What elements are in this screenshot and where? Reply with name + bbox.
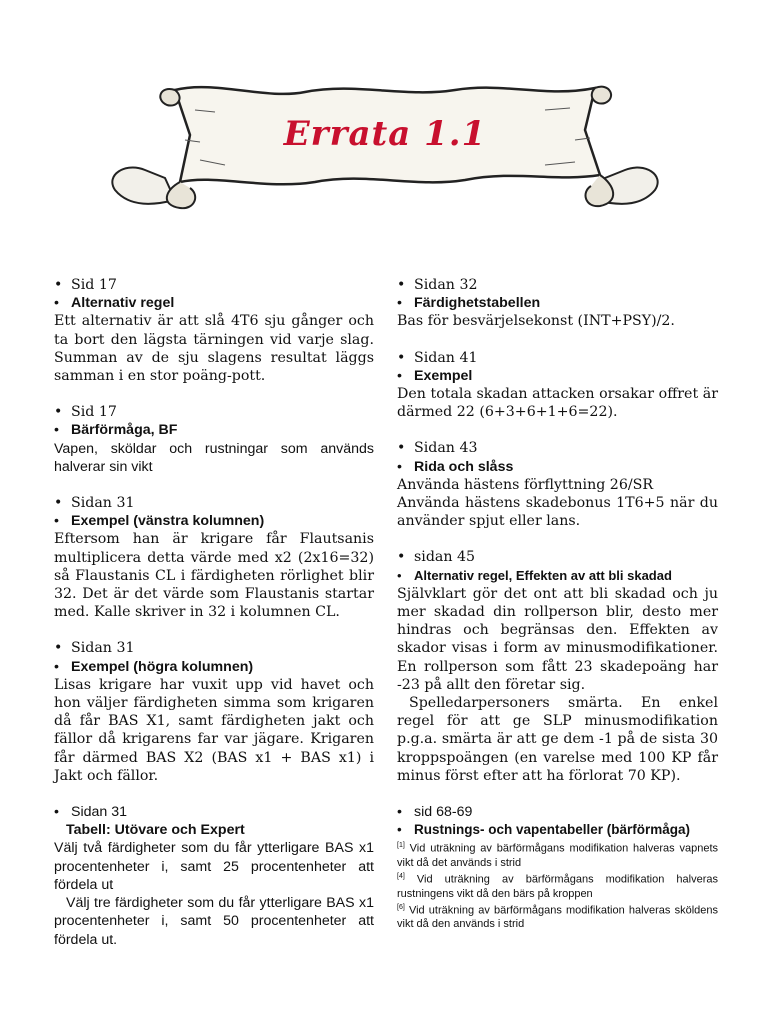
entry-text: Vapen, sköldar och rustningar som används halverar sin vikt xyxy=(54,440,374,475)
page-ref: • Sidan 31 xyxy=(54,803,374,821)
errata-entry xyxy=(54,639,374,785)
page-ref: • Sidan 43 xyxy=(397,439,718,457)
page-ref: • sid 68-69 xyxy=(397,803,718,821)
right-column xyxy=(397,276,718,949)
page-ref: • Sid 17 xyxy=(54,276,374,294)
page-ref: • Sidan 32 xyxy=(397,276,718,294)
page-title: Errata 1.1 xyxy=(283,114,487,154)
entry-text: Välj två färdigheter som du får ytterligare BAS x1 procentenheter i, samt 25 procentenheter att fördela ut xyxy=(54,840,374,893)
page-ref: • Sidan 41 xyxy=(397,349,718,367)
errata-entry xyxy=(54,803,374,949)
page-ref: • sidan 45 xyxy=(397,548,718,566)
entry-text: Ett alternativ är att slå 4T6 sju gånger och ta bort den lägsta tärningen vid varje slag. Summan av de sju slagens resultat läggs samman i en stor poäng-pott. xyxy=(54,313,374,385)
entry-heading: • Exempel (vänstra kolumnen) xyxy=(54,512,374,530)
entry-text: Lisas krigare har vuxit upp vid havet och hon väljer färdigheten simma som krigaren då får BAS X1, samt färdigheten jakt och fällor då krigarens far var jägare. Krigaren får därmed BAS X2 (BAS x1 + BAS x1) i Jakt och fällor. xyxy=(54,676,374,784)
errata-entry xyxy=(397,439,718,530)
entry-text: Eftersom han är krigare får Flautsanis multiplicera detta värde med x2 (2x16=32) så Flaustanis CL i färdigheten rörlighet blir 32. Det är det värde som Flaustanis startar med. Kalle skriver in 32 i kolumnen CL. xyxy=(54,531,374,621)
left-column xyxy=(54,276,374,967)
entry-heading: • Bärförmåga, BF xyxy=(54,421,374,439)
entry-text: Den totala skadan attacken orsakar offret är därmed 22 (6+3+6+1+6=22). xyxy=(397,386,718,421)
entry-heading: • Alternativ regel, Effekten av att bli skadad xyxy=(397,567,718,585)
page-ref: • Sidan 31 xyxy=(54,639,374,657)
entry-text: Använda hästens skadebonus 1T6+5 när du använder spjut eller lans. xyxy=(397,495,718,530)
footnote-mark: [6] xyxy=(397,903,405,911)
footnote xyxy=(397,870,718,901)
errata-entry xyxy=(397,803,718,931)
entry-text: Använda hästens förflyttning 26/SR xyxy=(397,476,654,493)
footnote xyxy=(397,839,718,870)
entry-text: Spelledarpersoners smärta. En enkel regel för att ge SLP minusmodifikation p.g.a. smärta är att ge dem -1 på de sista 30 kroppspoängen (en varelse med 100 KP får minus först efter att ha förlorat 70 KP). xyxy=(397,695,718,784)
entry-heading: Tabell: Utövare och Expert xyxy=(66,822,245,839)
errata-entry xyxy=(54,494,374,621)
entry-heading: • Alternativ regel xyxy=(54,294,374,312)
entry-text: Välj tre färdigheter som du får ytterligare BAS x1 procentenheter i, samt 50 procentenheter att fördela ut. xyxy=(54,895,374,948)
errata-entry xyxy=(397,349,718,422)
entry-heading: • Exempel (högra kolumnen) xyxy=(54,658,374,676)
entry-heading: • Rida och slåss xyxy=(397,458,718,476)
errata-entry xyxy=(54,403,374,476)
entry-text: Bas för besvärjelsekonst (INT+PSY)/2. xyxy=(397,313,675,330)
entry-heading: • Färdighetstabellen xyxy=(397,294,718,312)
page-ref: • Sidan 31 xyxy=(54,494,374,512)
footnote xyxy=(397,901,718,932)
footnote-mark: [4] xyxy=(397,873,405,881)
footnote-text: Vid uträkning av bärförmågans modifikation halveras sköldens vikt då den används i strid xyxy=(397,904,718,931)
footnote-mark: [1] xyxy=(397,842,405,850)
errata-entry xyxy=(397,276,718,331)
entry-text: Självklart gör det ont att bli skadad och ju mer skadad din rollperson blir, desto mer hindras och begränsas den. Effekten av skador visas i form av minusmodifikationer. En rollperson som fått 23 skadepoäng har -23 på allt den företar sig. xyxy=(397,585,718,693)
entry-heading: • Rustnings- och vapentabeller (bärförmåga) xyxy=(397,821,718,839)
footnote-text: Vid uträkning av bärförmågans modifikation halveras rustningens vikt då den bärs på kroppen xyxy=(397,873,718,900)
errata-entry xyxy=(54,276,374,385)
title-banner xyxy=(105,70,665,220)
errata-entry xyxy=(397,548,718,785)
page-ref: • Sid 17 xyxy=(54,403,374,421)
entry-heading: • Exempel xyxy=(397,367,718,385)
footnote-text: Vid uträkning av bärförmågans modifikation halveras vapnets vikt då det används i strid xyxy=(397,843,718,870)
